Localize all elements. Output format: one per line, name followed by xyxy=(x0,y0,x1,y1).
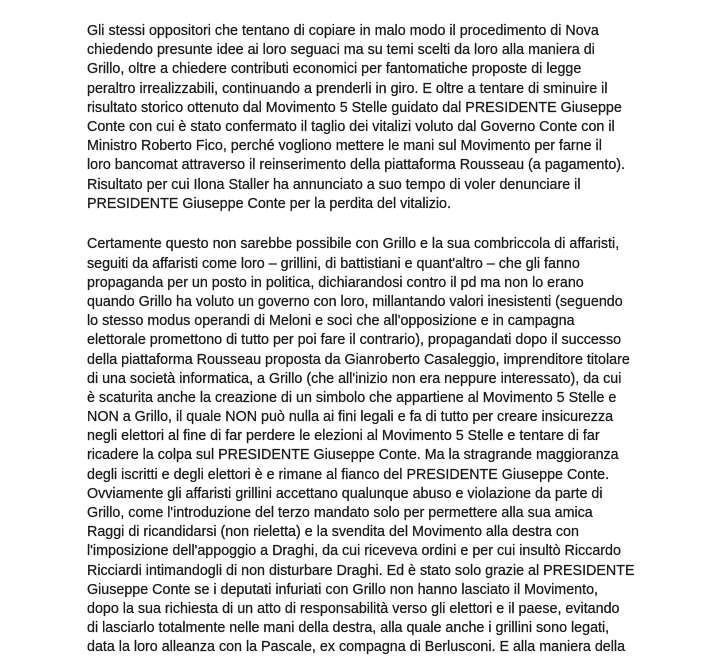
text-line: Ricciardi intimandogli di non disturbare Draghi. Ed è stato solo grazie al PRESIDENTE xyxy=(87,562,635,579)
text-line: loro bancomat attraverso il reinserimento della piattaforma Rousseau (a pagamento). xyxy=(87,157,625,174)
text-line: Conte con cui è stato confermato il taglio dei vitalizi voluto dal Governo Conte con il xyxy=(87,118,615,135)
text-line: è scaturita anche la creazione di un simbolo che appartiene al Movimento 5 Stelle e xyxy=(87,389,617,406)
text-line: Raggi di ricandidarsi (non rieletta) e la svendita del Movimento alla destra con xyxy=(87,524,579,541)
paragraph-gap xyxy=(87,214,687,236)
text-line: Giuseppe Conte se i deputati infuriati con Grillo non hanno lasciato il Movimento, xyxy=(87,581,599,598)
paragraph-grillo xyxy=(87,235,687,657)
text-line: l'imposizione dell'appoggio a Draghi, da cui riceveva ordini e per cui insultò Riccardo xyxy=(87,543,621,560)
document-body xyxy=(87,22,687,658)
text-line: ricadere la colpa sul PRESIDENTE Giuseppe Conte. Ma la stragrande maggioranza xyxy=(87,447,619,464)
text-line: negli elettori al fine di far perdere le elezioni al Movimento 5 Stelle e tentare di far xyxy=(87,428,600,445)
paragraph-oppositori xyxy=(87,22,687,214)
text-line: data la loro alleanza con la Pascale, ex compagna di Berlusconi. E alla maniera della xyxy=(87,639,626,656)
text-line: di lasciarlo totalmente nelle mani della destra, alla quale anche i grillini sono legati, xyxy=(87,620,610,637)
text-line: di una società informatica, a Grillo (che all'inizio non era neppure interessato), da cui xyxy=(87,370,622,387)
text-line: Grillo, oltre a chiedere contributi economici per fantomatiche proposte di legge xyxy=(87,61,582,78)
text-line: Gli stessi oppositori che tentano di copiare in malo modo il procedimento di Nova xyxy=(87,23,599,39)
text-line: quando Grillo ha voluto un governo con loro, millantando valori inesistenti (seguendo xyxy=(87,293,623,310)
text-line: peraltro irrealizzabili, continuando a prenderli in giro. E oltre a tentare di sminuire il xyxy=(87,80,608,97)
text-line: PRESIDENTE Giuseppe Conte per la perdita del vitalizio. xyxy=(87,195,451,212)
text-line: dopo la sua richiesta di un atto di responsabilità verso gli elettori e il paese, evitando xyxy=(87,600,620,617)
text-line: Risultato per cui Ilona Staller ha annunciato a suo tempo di voler denunciare il xyxy=(87,176,581,193)
text-line: propaganda per un posto in politica, dichiarandosi contro il pd ma non lo erano xyxy=(87,274,584,291)
text-line: NON a Grillo, il quale NON può nulla ai fini legali e fa di tutto per creare insicurezza xyxy=(87,409,614,426)
text-line: risultato storico ottenuto dal Movimento 5 Stelle guidato dal PRESIDENTE Giuseppe xyxy=(87,99,622,116)
text-line: elettorale promettono di tutto per poi fare il contrario), propagandati dopo il successo xyxy=(87,332,622,349)
text-line: Certamente questo non sarebbe possibile con Grillo e la sua combriccola di affaristi, xyxy=(87,236,620,253)
text-line: della piattaforma Rousseau proposta da Gianroberto Casaleggio, imprenditore titolare xyxy=(87,351,630,368)
text-line: Grillo, come l'introduzione del terzo mandato solo per permettere alla sua amica xyxy=(87,505,593,521)
text-line: lo stesso modus operandi di Meloni e soci che all'opposizione e in campagna xyxy=(87,313,575,330)
text-line: Ministro Roberto Fico, perché vogliono mettere le mani sul Movimento per farne il xyxy=(87,138,602,155)
text-line: Ovviamente gli affaristi grillini accettano qualunque abuso e violazione da parte di xyxy=(87,485,603,502)
text-line: degli iscritti e degli elettori è e rimane al fianco del PRESIDENTE Giuseppe Conte. xyxy=(87,466,610,483)
text-line: chiedendo presunte idee ai loro seguaci ma su temi scelti da loro alla maniera di xyxy=(87,42,595,59)
text-line: seguiti da affaristi come loro – grillini, di battistiani e quant'altro – che gli fanno xyxy=(87,255,580,272)
